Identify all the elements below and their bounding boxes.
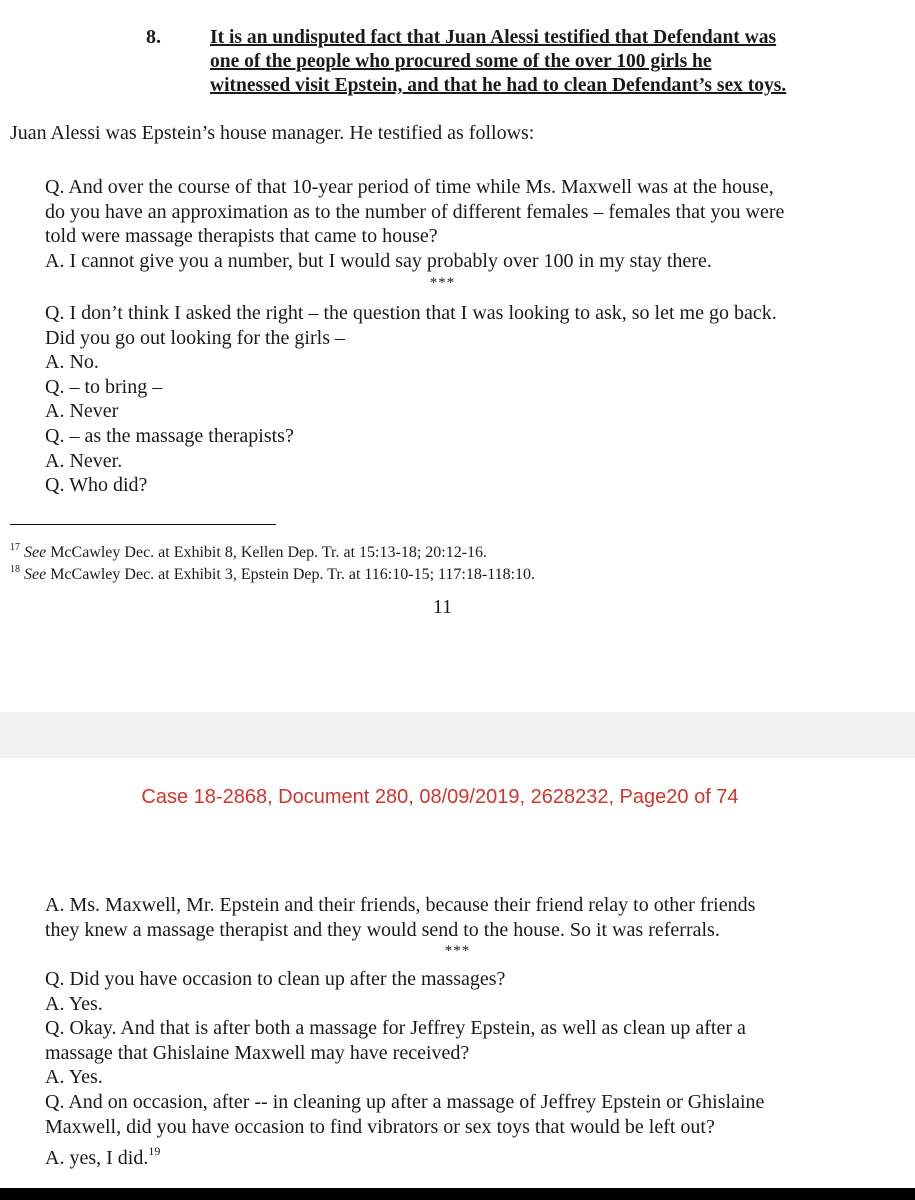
footnote-text: McCawley Dec. at Exhibit 3, Epstein Dep. Tr. at 116:10-15; 117:18-118:10. [50,566,536,583]
answer-text: A. yes, I did. [45,1147,149,1170]
testimony-line: Q. – as the massage therapists? [45,424,294,447]
testimony-line: Q. And on occasion, after -- in cleaning up after a massage of Jeffrey Epstein or Ghislaine [45,1090,765,1113]
testimony-line: they knew a massage therapist and they would send to the house. So it was referrals. [45,918,720,941]
testimony-line-last [45,1139,875,1171]
testimony-block [45,967,875,1171]
heading-line: one of the people who procured some of the over 100 girls he [210,51,712,72]
footnote-number: 18 [10,564,20,575]
page-gap [0,712,915,758]
testimony-line: A. No. [45,351,99,374]
testimony-line: A. Ms. Maxwell, Mr. Epstein and their friends, because their friend relay to other friends [45,894,756,916]
testimony-line: Q. And over the course of that 10-year period of time while Ms. Maxwell was at the house, [45,176,774,198]
testimony-line: Q. Okay. And that is after both a massage for Jeffrey Epstein, as well as clean up after a [45,1017,746,1040]
page-number: 11 [432,596,453,618]
section-number: 8. [146,26,161,48]
testimony-line: A. Never [45,400,119,423]
testimony-block [45,893,875,942]
testimony-line: Q. – to bring – [45,375,163,398]
footnote-number: 17 [10,542,20,553]
heading-line: It is an undisputed fact that Juan Alessi testified that Defendant was [210,27,777,48]
testimony-line: Q. Who did? [45,474,148,497]
intro-paragraph: Juan Alessi was Epstein’s house manager. He testified as follows: [10,122,535,144]
section-separator: *** [429,275,456,291]
footnote-text: McCawley Dec. at Exhibit 8, Kellen Dep. Tr. at 15:13-18; 20:12-16. [50,544,488,561]
footnote-signal: See [24,566,47,583]
testimony-line: A. Yes. [45,992,103,1015]
testimony-line: A. Never. [45,449,123,472]
testimony-line: A. I cannot give you a number, but I would say probably over 100 in my stay there. [45,249,712,272]
case-header: Case 18-2868, Document 280, 08/09/2019, 2628232, Page20 of 74 [141,786,739,808]
testimony-line: told were massage therapists that came to house? [45,225,438,248]
heading-line: witnessed visit Epstein, and that he had to clean Defendant’s sex toys. [210,75,787,96]
testimony-line: do you have an approximation as to the number of different females – females that you were [45,200,785,223]
bottom-edge [0,1188,915,1200]
section-separator: *** [444,943,471,959]
footnote-18 [10,560,535,585]
testimony-line: A. Yes. [45,1066,103,1089]
testimony-line: Maxwell, did you have occasion to find vibrators or sex toys that would be left out? [45,1115,715,1138]
testimony-line: Q. Did you have occasion to clean up after the massages? [45,968,506,990]
testimony-block [45,175,875,273]
testimony-line: Did you go out looking for the girls – [45,326,345,349]
footnote-reference: 19 [148,1144,161,1159]
testimony-line: massage that Ghislaine Maxwell may have received? [45,1041,470,1064]
section-heading [210,26,900,98]
testimony-block [45,301,875,498]
footnote-divider [10,524,276,525]
testimony-line: Q. I don’t think I asked the right – the question that I was looking to ask, so let me go back. [45,302,777,324]
footnote-signal: See [24,544,47,561]
